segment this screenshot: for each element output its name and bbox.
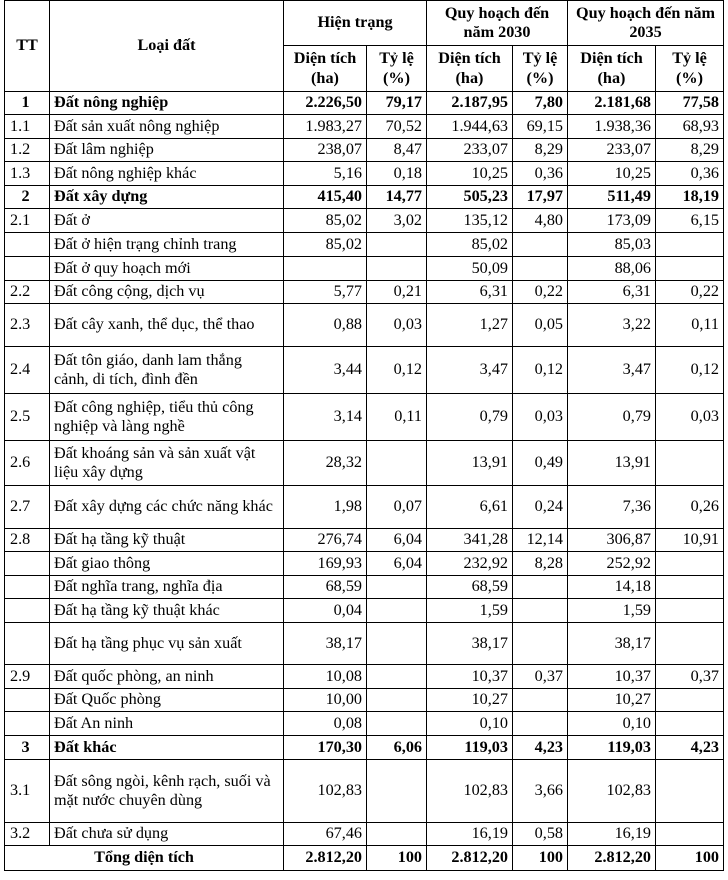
header-current-ratio: Tỷ lệ (%) <box>367 46 427 92</box>
table-row <box>5 304 724 347</box>
cell-current-area: 3,44 <box>284 347 367 394</box>
cell-2030-ratio: 0,37 <box>513 665 568 689</box>
header-2030-area: Diện tích (ha) <box>427 46 513 92</box>
cell-land-type: Đất xây dựng <box>50 186 284 209</box>
cell-2035-ratio <box>656 712 724 736</box>
table-row <box>5 441 724 486</box>
cell-2030-area: 13,91 <box>427 441 513 486</box>
cell-current-area: 0,04 <box>284 599 367 623</box>
cell-2030-ratio: 69,15 <box>513 115 568 139</box>
cell-2030-area: 38,17 <box>427 623 513 665</box>
cell-2035-ratio <box>656 623 724 665</box>
cell-2030-area: 10,37 <box>427 665 513 689</box>
table-row <box>5 394 724 441</box>
cell-2030-ratio: 0,36 <box>513 162 568 186</box>
cell-current-area: 170,30 <box>284 736 367 760</box>
table-row <box>5 712 724 736</box>
cell-current-ratio <box>367 712 427 736</box>
cell-current-ratio <box>367 623 427 665</box>
total-2030-area: 2.812,20 <box>427 846 513 871</box>
cell-land-type: Đất sản xuất nông nghiệp <box>50 115 284 139</box>
cell-land-type: Đất lâm nghiệp <box>50 139 284 162</box>
land-use-table <box>4 0 724 871</box>
cell-2035-ratio: 0,03 <box>656 394 724 441</box>
cell-2030-ratio: 4,23 <box>513 736 568 760</box>
cell-tt <box>5 712 50 736</box>
cell-2035-area: 13,91 <box>568 441 656 486</box>
cell-2035-area: 511,49 <box>568 186 656 209</box>
cell-2035-ratio <box>656 823 724 846</box>
cell-2030-area: 2.187,95 <box>427 92 513 115</box>
cell-land-type: Đất hạ tầng kỹ thuật <box>50 529 284 552</box>
cell-current-area: 3,14 <box>284 394 367 441</box>
cell-2035-ratio <box>656 576 724 599</box>
table-row <box>5 281 724 304</box>
cell-2035-area: 102,83 <box>568 760 656 823</box>
cell-tt: 3.2 <box>5 823 50 846</box>
cell-current-area: 276,74 <box>284 529 367 552</box>
cell-land-type: Đất giao thông <box>50 552 284 576</box>
cell-2035-ratio <box>656 441 724 486</box>
header-land-type: Loại đất <box>50 1 284 92</box>
header-plan-2035: Quy hoạch đến năm 2035 <box>568 1 724 46</box>
table-row <box>5 529 724 552</box>
cell-current-area: 10,00 <box>284 689 367 712</box>
cell-2030-ratio <box>513 712 568 736</box>
cell-tt <box>5 623 50 665</box>
cell-2035-ratio <box>656 257 724 281</box>
cell-current-area: 2.226,50 <box>284 92 367 115</box>
cell-current-ratio <box>367 665 427 689</box>
cell-2030-ratio <box>513 233 568 257</box>
cell-2030-area: 6,61 <box>427 486 513 529</box>
cell-current-ratio: 6,04 <box>367 552 427 576</box>
table-row <box>5 115 724 139</box>
cell-current-area: 10,08 <box>284 665 367 689</box>
header-2030-ratio: Tỷ lệ (%) <box>513 46 568 92</box>
cell-land-type: Đất hạ tầng kỹ thuật khác <box>50 599 284 623</box>
table-row <box>5 665 724 689</box>
cell-2030-area: 16,19 <box>427 823 513 846</box>
cell-tt: 1.1 <box>5 115 50 139</box>
cell-land-type: Đất nông nghiệp khác <box>50 162 284 186</box>
cell-2030-area: 10,27 <box>427 689 513 712</box>
cell-2035-area: 3,47 <box>568 347 656 394</box>
cell-2035-ratio: 68,93 <box>656 115 724 139</box>
cell-current-area: 0,88 <box>284 304 367 347</box>
cell-2035-area: 16,19 <box>568 823 656 846</box>
cell-2035-ratio: 0,37 <box>656 665 724 689</box>
cell-land-type: Đất sông ngòi, kênh rạch, suối và mặt nước chuyên dùng <box>50 760 284 823</box>
cell-2035-area: 1,59 <box>568 599 656 623</box>
table-row <box>5 623 724 665</box>
cell-2030-area: 1,27 <box>427 304 513 347</box>
cell-2030-area: 1,59 <box>427 599 513 623</box>
table-row <box>5 257 724 281</box>
cell-current-ratio: 6,06 <box>367 736 427 760</box>
cell-2035-area: 0,10 <box>568 712 656 736</box>
cell-tt: 2.6 <box>5 441 50 486</box>
cell-2030-area: 505,23 <box>427 186 513 209</box>
cell-tt <box>5 552 50 576</box>
cell-tt: 2.1 <box>5 209 50 233</box>
cell-tt: 3.1 <box>5 760 50 823</box>
cell-2035-area: 119,03 <box>568 736 656 760</box>
cell-2035-ratio: 0,11 <box>656 304 724 347</box>
cell-2035-ratio: 0,36 <box>656 162 724 186</box>
cell-land-type: Đất khoáng sản và sản xuất vật liệu xây dựng <box>50 441 284 486</box>
cell-2030-area: 85,02 <box>427 233 513 257</box>
table-row <box>5 162 724 186</box>
cell-2030-ratio: 0,49 <box>513 441 568 486</box>
cell-tt: 2.9 <box>5 665 50 689</box>
cell-land-type: Đất ở hiện trạng chỉnh trang <box>50 233 284 257</box>
cell-2035-area: 1.938,36 <box>568 115 656 139</box>
cell-current-area: 5,77 <box>284 281 367 304</box>
cell-2030-area: 0,10 <box>427 712 513 736</box>
cell-land-type: Đất khác <box>50 736 284 760</box>
header-plan-2030: Quy hoạch đến năm 2030 <box>427 1 568 46</box>
table-row <box>5 209 724 233</box>
cell-tt: 2.4 <box>5 347 50 394</box>
cell-2035-area: 14,18 <box>568 576 656 599</box>
cell-land-type: Đất công nghiệp, tiểu thủ công nghiệp và làng nghề <box>50 394 284 441</box>
cell-2030-area: 0,79 <box>427 394 513 441</box>
cell-current-ratio: 0,18 <box>367 162 427 186</box>
cell-2030-ratio: 8,28 <box>513 552 568 576</box>
table-row <box>5 347 724 394</box>
cell-land-type: Đất quốc phòng, an ninh <box>50 665 284 689</box>
cell-tt: 2.3 <box>5 304 50 347</box>
cell-land-type: Đất tôn giáo, danh lam thắng cảnh, di tích, đình đền <box>50 347 284 394</box>
cell-2030-ratio <box>513 689 568 712</box>
cell-2030-area: 119,03 <box>427 736 513 760</box>
cell-current-ratio <box>367 823 427 846</box>
cell-current-area: 169,93 <box>284 552 367 576</box>
cell-2030-area: 232,92 <box>427 552 513 576</box>
table-body <box>5 92 724 846</box>
cell-tt: 2.2 <box>5 281 50 304</box>
header-tt: TT <box>5 1 50 92</box>
cell-2035-area: 252,92 <box>568 552 656 576</box>
cell-2030-ratio: 12,14 <box>513 529 568 552</box>
cell-2035-ratio: 0,22 <box>656 281 724 304</box>
total-row <box>5 846 724 871</box>
cell-tt <box>5 576 50 599</box>
cell-tt <box>5 599 50 623</box>
header-2035-area: Diện tích (ha) <box>568 46 656 92</box>
total-label: Tổng diện tích <box>5 846 284 871</box>
table-row <box>5 576 724 599</box>
cell-current-area: 38,17 <box>284 623 367 665</box>
cell-2035-area: 10,37 <box>568 665 656 689</box>
cell-current-area: 0,08 <box>284 712 367 736</box>
cell-tt <box>5 233 50 257</box>
cell-2035-ratio: 6,15 <box>656 209 724 233</box>
cell-2030-area: 68,59 <box>427 576 513 599</box>
cell-current-area: 1.983,27 <box>284 115 367 139</box>
cell-2035-ratio: 0,26 <box>656 486 724 529</box>
cell-2035-ratio <box>656 689 724 712</box>
cell-land-type: Đất Quốc phòng <box>50 689 284 712</box>
cell-current-ratio: 14,77 <box>367 186 427 209</box>
cell-2030-ratio <box>513 623 568 665</box>
cell-2035-area: 85,03 <box>568 233 656 257</box>
total-2035-area: 2.812,20 <box>568 846 656 871</box>
cell-2035-area: 10,25 <box>568 162 656 186</box>
cell-current-area <box>284 257 367 281</box>
cell-current-ratio: 0,21 <box>367 281 427 304</box>
cell-2035-area: 306,87 <box>568 529 656 552</box>
cell-2030-ratio: 0,22 <box>513 281 568 304</box>
cell-current-area: 85,02 <box>284 233 367 257</box>
cell-2035-ratio: 4,23 <box>656 736 724 760</box>
table-row <box>5 599 724 623</box>
cell-2035-ratio: 18,19 <box>656 186 724 209</box>
cell-current-ratio <box>367 760 427 823</box>
cell-2030-ratio <box>513 257 568 281</box>
table-row <box>5 689 724 712</box>
cell-land-type: Đất công cộng, dịch vụ <box>50 281 284 304</box>
total-current-ratio: 100 <box>367 846 427 871</box>
cell-current-area: 5,16 <box>284 162 367 186</box>
cell-tt: 2.7 <box>5 486 50 529</box>
cell-2030-ratio: 0,05 <box>513 304 568 347</box>
cell-current-area: 415,40 <box>284 186 367 209</box>
cell-2035-area: 6,31 <box>568 281 656 304</box>
cell-2030-ratio: 0,24 <box>513 486 568 529</box>
cell-land-type: Đất ở quy hoạch mới <box>50 257 284 281</box>
cell-tt: 2.8 <box>5 529 50 552</box>
cell-2035-area: 38,17 <box>568 623 656 665</box>
cell-land-type: Đất nông nghiệp <box>50 92 284 115</box>
table-header <box>5 1 724 92</box>
cell-current-ratio <box>367 257 427 281</box>
cell-land-type: Đất cây xanh, thể dục, thể thao <box>50 304 284 347</box>
cell-2030-ratio <box>513 599 568 623</box>
cell-2030-area: 50,09 <box>427 257 513 281</box>
cell-current-ratio: 79,17 <box>367 92 427 115</box>
cell-land-type: Đất hạ tầng phục vụ sản xuất <box>50 623 284 665</box>
table-row <box>5 736 724 760</box>
cell-2035-area: 233,07 <box>568 139 656 162</box>
cell-land-type: Đất chưa sử dụng <box>50 823 284 846</box>
table-row <box>5 486 724 529</box>
cell-tt: 3 <box>5 736 50 760</box>
cell-current-area: 238,07 <box>284 139 367 162</box>
table-row <box>5 760 724 823</box>
cell-2030-area: 233,07 <box>427 139 513 162</box>
cell-2035-area: 0,79 <box>568 394 656 441</box>
cell-2035-ratio: 10,91 <box>656 529 724 552</box>
cell-2030-ratio: 3,66 <box>513 760 568 823</box>
cell-current-ratio: 3,02 <box>367 209 427 233</box>
cell-2035-ratio: 8,29 <box>656 139 724 162</box>
cell-current-ratio <box>367 233 427 257</box>
header-2035-ratio: Tỷ lệ (%) <box>656 46 724 92</box>
cell-tt: 1 <box>5 92 50 115</box>
total-2030-ratio: 100 <box>513 846 568 871</box>
cell-2030-area: 135,12 <box>427 209 513 233</box>
cell-2030-ratio: 4,80 <box>513 209 568 233</box>
cell-2030-ratio: 0,58 <box>513 823 568 846</box>
cell-tt <box>5 257 50 281</box>
cell-current-area: 68,59 <box>284 576 367 599</box>
cell-current-ratio <box>367 441 427 486</box>
cell-tt: 2.5 <box>5 394 50 441</box>
cell-2035-area: 3,22 <box>568 304 656 347</box>
total-current-area: 2.812,20 <box>284 846 367 871</box>
cell-tt <box>5 689 50 712</box>
cell-current-area: 102,83 <box>284 760 367 823</box>
cell-tt: 1.3 <box>5 162 50 186</box>
cell-current-ratio: 0,12 <box>367 347 427 394</box>
cell-2030-area: 6,31 <box>427 281 513 304</box>
cell-current-ratio: 0,07 <box>367 486 427 529</box>
cell-2035-ratio <box>656 552 724 576</box>
cell-land-type: Đất nghĩa trang, nghĩa địa <box>50 576 284 599</box>
header-current-area: Diện tích (ha) <box>284 46 367 92</box>
cell-2030-ratio: 0,12 <box>513 347 568 394</box>
table-row <box>5 552 724 576</box>
cell-tt: 2 <box>5 186 50 209</box>
cell-2035-ratio <box>656 599 724 623</box>
cell-current-ratio: 6,04 <box>367 529 427 552</box>
cell-2030-area: 102,83 <box>427 760 513 823</box>
cell-2035-area: 10,27 <box>568 689 656 712</box>
header-current: Hiện trạng <box>284 1 427 46</box>
cell-current-ratio <box>367 576 427 599</box>
table-row <box>5 233 724 257</box>
cell-current-area: 1,98 <box>284 486 367 529</box>
table-row <box>5 92 724 115</box>
cell-2030-ratio: 8,29 <box>513 139 568 162</box>
cell-tt: 1.2 <box>5 139 50 162</box>
cell-current-area: 28,32 <box>284 441 367 486</box>
cell-2030-ratio: 0,03 <box>513 394 568 441</box>
cell-2030-ratio: 7,80 <box>513 92 568 115</box>
cell-2035-area: 2.181,68 <box>568 92 656 115</box>
cell-current-area: 85,02 <box>284 209 367 233</box>
cell-land-type: Đất xây dựng các chức năng khác <box>50 486 284 529</box>
table-row <box>5 186 724 209</box>
cell-2030-area: 10,25 <box>427 162 513 186</box>
cell-2030-ratio: 17,97 <box>513 186 568 209</box>
cell-land-type: Đất An ninh <box>50 712 284 736</box>
cell-2030-area: 341,28 <box>427 529 513 552</box>
cell-current-ratio <box>367 689 427 712</box>
cell-2030-area: 3,47 <box>427 347 513 394</box>
cell-current-ratio: 70,52 <box>367 115 427 139</box>
cell-2035-ratio: 0,12 <box>656 347 724 394</box>
table-row <box>5 823 724 846</box>
cell-2035-area: 7,36 <box>568 486 656 529</box>
cell-current-ratio: 0,03 <box>367 304 427 347</box>
table-row <box>5 139 724 162</box>
cell-current-area: 67,46 <box>284 823 367 846</box>
cell-2035-ratio: 77,58 <box>656 92 724 115</box>
cell-current-ratio: 8,47 <box>367 139 427 162</box>
cell-2030-area: 1.944,63 <box>427 115 513 139</box>
cell-2035-area: 88,06 <box>568 257 656 281</box>
cell-2035-ratio <box>656 760 724 823</box>
cell-land-type: Đất ở <box>50 209 284 233</box>
cell-2030-ratio <box>513 576 568 599</box>
cell-2035-area: 173,09 <box>568 209 656 233</box>
cell-current-ratio: 0,11 <box>367 394 427 441</box>
cell-2035-ratio <box>656 233 724 257</box>
total-2035-ratio: 100 <box>656 846 724 871</box>
cell-current-ratio <box>367 599 427 623</box>
